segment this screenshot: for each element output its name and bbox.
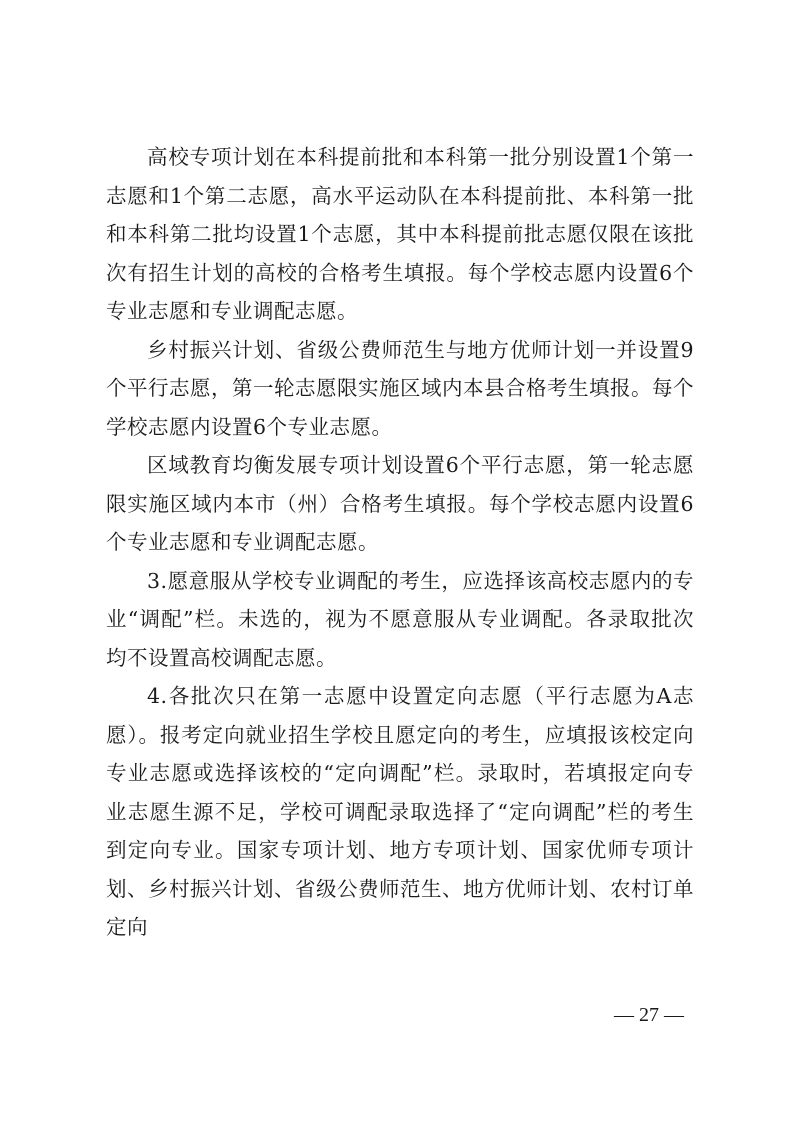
document-body xyxy=(106,138,694,947)
paragraph-rural-revitalization-plan: 乡村振兴计划、省级公费师范生与地方优师计划一并设置9个平行志愿，第一轮志愿限实施区域内本县合格考生填报。每个学校志愿内设置6个专业志愿。 xyxy=(106,337,694,439)
paragraph-regional-education-plan: 区域教育均衡发展专项计划设置6个平行志愿，第一轮志愿限实施区域内本市（州）合格考生填报。每个学校志愿内设置6个专业志愿和专业调配志愿。 xyxy=(106,453,694,554)
paragraph-high-school-special-plan: 高校专项计划在本科提前批和本科第一批分别设置1个第一志愿和1个第二志愿，高水平运动队在本科提前批、本科第一批和本科第二批均设置1个志愿，其中本科提前批志愿仅限在该批次有招生计划的高校的合格考生填报。每个学校志愿内设置6个专业志愿和专业调配志愿。 xyxy=(106,145,694,323)
paragraph-item-3-adjustment: 3.愿意服从学校专业调配的考生，应选择该高校志愿内的专业“调配”栏。未选的，视为不愿意服从专业调配。各录取批次均不设置高校调配志愿。 xyxy=(106,568,694,670)
paragraph-item-4-directional: 4.各批次只在第一志愿中设置定向志愿（平行志愿为A志愿）。报考定向就业招生学校且愿定向的考生，应填报该校定向专业志愿或选择该校的“定向调配”栏。录取时，若填报定向专业志愿生源不足，学校可调配录取选择了“定向调配”栏的考生到定向专业。国家专项计划、地方专项计划、国家优师专项计划、乡村振兴计划、省级公费师范生、地方优师计划、农村订单定向 xyxy=(106,684,694,939)
page-number: — 27 — xyxy=(614,1004,684,1026)
